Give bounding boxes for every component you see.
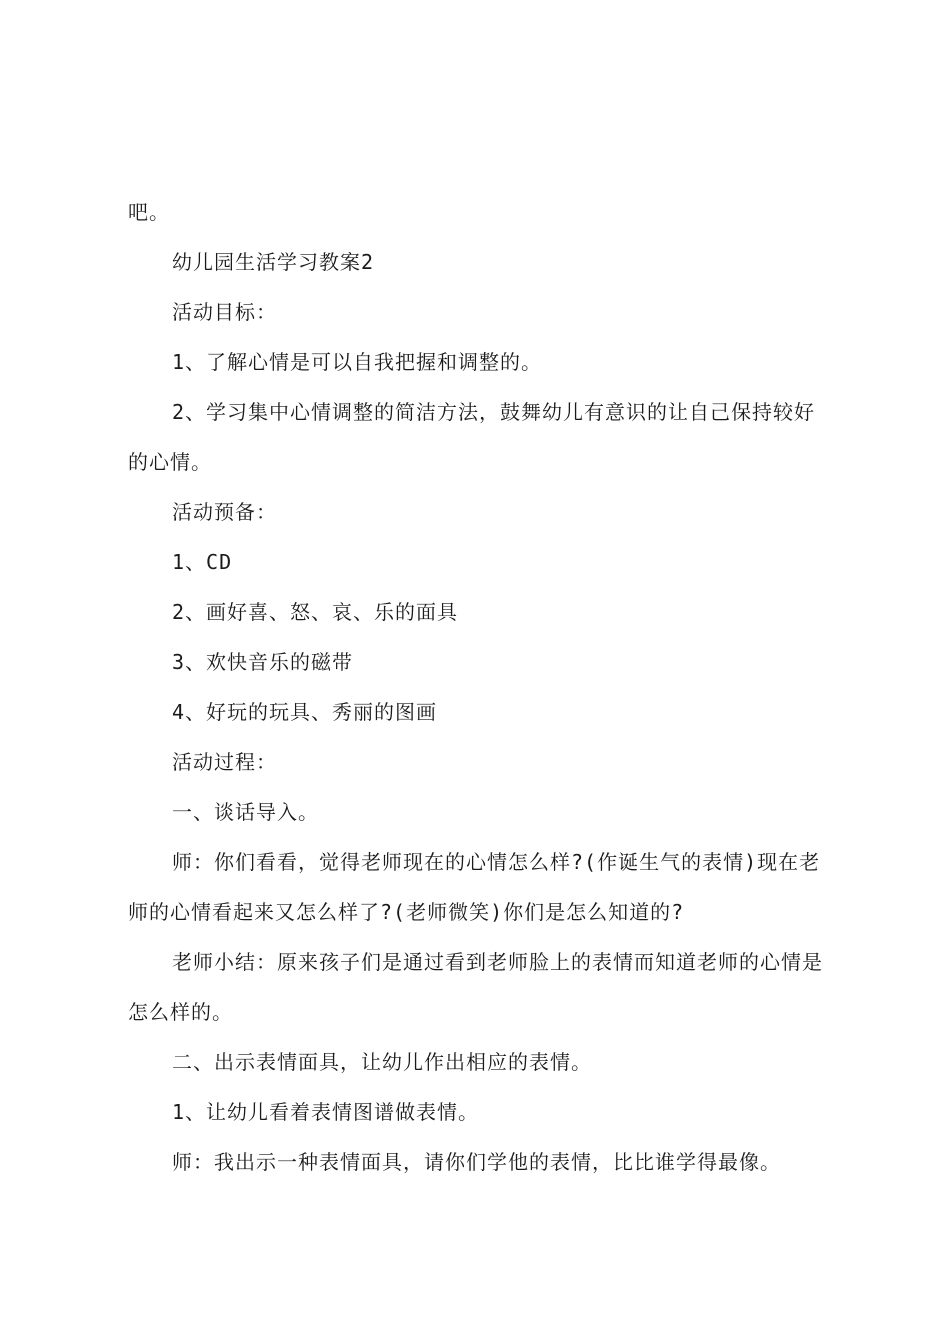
preparation-item: 2、画好喜、怒、哀、乐的面具: [172, 600, 459, 624]
subheading-preparation: 活动预备：: [172, 500, 277, 524]
paragraph-continuation: 吧。: [128, 200, 170, 224]
process-step: 二、出示表情面具，让幼儿作出相应的表情。: [172, 1050, 592, 1074]
preparation-item: 3、欢快音乐的磁带: [172, 650, 354, 674]
subheading-objectives: 活动目标：: [172, 300, 277, 324]
preparation-item: 1、CD: [172, 550, 233, 574]
body-paragraph: 老师小结：原来孩子们是通过看到老师脸上的表情而知道老师的心情是怎么样的。: [128, 950, 823, 1024]
section-heading: 幼儿园生活学习教案2: [172, 250, 375, 274]
process-step: 一、谈话导入。: [172, 800, 319, 824]
preparation-item: 4、好玩的玩具、秀丽的图画: [172, 700, 438, 724]
document-body: [128, 187, 836, 1187]
process-substep: 1、让幼儿看着表情图谱做表情。: [172, 1100, 480, 1124]
objective-item: 2、学习集中心情调整的简洁方法，鼓舞幼儿有意识的让自己保持较好的心情。: [128, 400, 816, 474]
subheading-process: 活动过程：: [172, 750, 277, 774]
body-paragraph: 师：我出示一种表情面具，请你们学他的表情，比比谁学得最像。: [172, 1150, 781, 1174]
objective-item: 1、了解心情是可以自我把握和调整的。: [172, 350, 543, 374]
body-paragraph: 师：你们看看，觉得老师现在的心情怎么样?(作诞生气的表情)现在老师的心情看起来又怎么样了?(老师微笑)你们是怎么知道的?: [128, 850, 821, 924]
